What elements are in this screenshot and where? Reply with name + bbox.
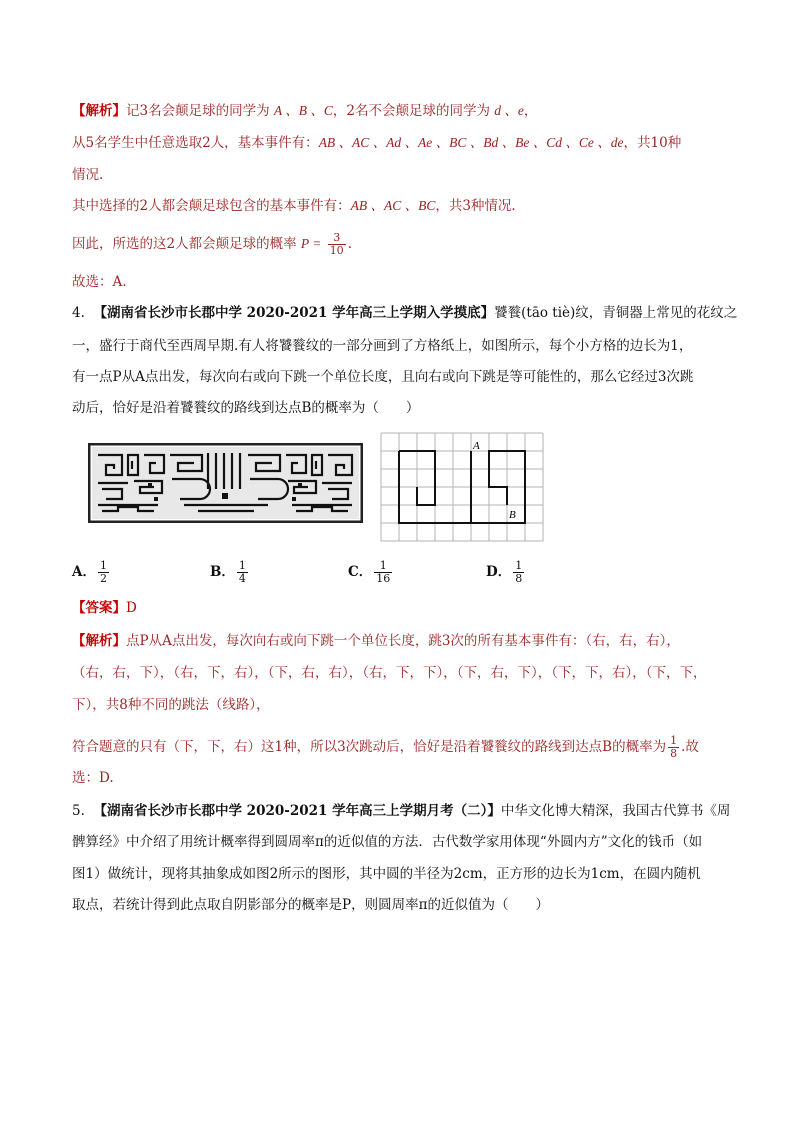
taotie-pattern-image bbox=[88, 443, 363, 523]
q4-stem-line-4: 动后，恰好是沿着饕餮纹的路线到达点B的概率为（ ） bbox=[72, 400, 420, 416]
q4-analysis-line-3: 下），共8种不同的跳法（线路）， bbox=[72, 697, 270, 713]
answer-label: 【答案】 bbox=[72, 600, 126, 616]
q3-analysis-line-3: 情况. bbox=[72, 167, 104, 183]
q4-analysis-line-5: 选：D. bbox=[72, 770, 114, 786]
q5-stem-line-4: 取点，若统计得到此点取自阴影部分的概率是P，则圆周率π的近似值为（ ） bbox=[72, 897, 549, 913]
point-a-label: A bbox=[473, 440, 480, 452]
option-a: A． $\frac{1}{2}$ bbox=[72, 559, 107, 585]
analysis-label: 【解析】 bbox=[72, 633, 126, 649]
q3-analysis-line-2: 从5名学生中任意选取2人，基本事件有：AB 、AC 、Ad 、Ae 、BC 、Bd 、Be 、Cd 、Ce 、de，共10种 bbox=[72, 135, 682, 151]
q4-analysis-line-4: 符合题意的只有（下，下，右）这1种，所以3次跳动后，恰好是沿着饕餮纹的路线到达点B的概率为 $\frac{1}{8}$ .故 bbox=[72, 734, 699, 760]
answer-value: D bbox=[126, 600, 137, 616]
grid-lines bbox=[381, 433, 543, 541]
q3-analysis-line-4: 其中选择的2人都会颠足球包含的基本事件有：AB 、AC 、BC，共3种情况. bbox=[72, 198, 516, 214]
grid-path-figure bbox=[380, 432, 546, 542]
q5-stem-line-2: 髀算经》中介绍了用统计概率得到圆周率π的近似值的方法．古代数学家用体现“外圆内方”文化的钱币（如 bbox=[72, 834, 703, 850]
q5-stem-line-1: 5. 【湖南省长沙市长郡中学 2020-2021 学年高三上学期月考（二）】中华文化博大精深，我国古代算书《周 bbox=[72, 803, 731, 819]
q4-source: 【湖南省长沙市长郡中学 2020-2021 学年高三上学期入学摸底】 bbox=[93, 305, 495, 321]
q4-analysis-line-1: 【解析】点P从A点出发，每次向右或向下跳一个单位长度，跳3次的所有基本事件有：（右，右，右）， bbox=[72, 633, 680, 649]
option-c: C． $\frac{1}{16}$ bbox=[348, 559, 391, 585]
point-b-label: B bbox=[509, 509, 516, 521]
q3-answer-line: 故选：A. bbox=[72, 274, 127, 290]
q5-number: 5. bbox=[72, 803, 85, 819]
q4-stem-line-1: 4. 【湖南省长沙市长郡中学 2020-2021 学年高三上学期入学摸底】饕餮(tāo tiè)纹，青铜器上常见的花纹之 bbox=[72, 305, 738, 321]
q4-analysis-line-2: （右，右，下），（右，下，右），（下，右，右），（右，下，下），（下，右，下），（下，下，右），（下，下， bbox=[72, 665, 707, 681]
q5-stem-line-3: 图1）做统计，现将其抽象成如图2所示的图形，其中圆的半径为2cm，正方形的边长为1cm，在圆内随机 bbox=[72, 866, 701, 882]
q4-number: 4. bbox=[72, 305, 85, 321]
q5-source: 【湖南省长沙市长郡中学 2020-2021 学年高三上学期月考（二）】 bbox=[93, 803, 501, 819]
q3-analysis-line-5: 因此，所选的这2人都会颠足球的概率 P = $\frac{3}{10}$ . bbox=[72, 231, 352, 257]
q3-analysis-line-1: 【解析】记3名会颠足球的同学为 A 、B 、C，2名不会颠足球的同学为 d 、e， bbox=[72, 103, 538, 119]
q4-stem-line-3: 有一点P从A点出发，每次向右或向下跳一个单位长度，且向右或向下跳是等可能性的，那么它经过3次跳 bbox=[72, 369, 694, 385]
option-b: B． $\frac{1}{4}$ bbox=[210, 559, 246, 585]
option-d: D． $\frac{1}{8}$ bbox=[486, 559, 523, 585]
fraction-3-10: $\frac{3}{10}$ bbox=[329, 231, 344, 257]
q4-stem-line-2: 一，盛行于商代至西周早期.有人将饕餮纹的一部分画到了方格纸上，如图所示，每个小方格的边长为1， bbox=[72, 338, 693, 354]
analysis-label: 【解析】 bbox=[72, 103, 126, 119]
q4-answer-line bbox=[72, 598, 137, 618]
